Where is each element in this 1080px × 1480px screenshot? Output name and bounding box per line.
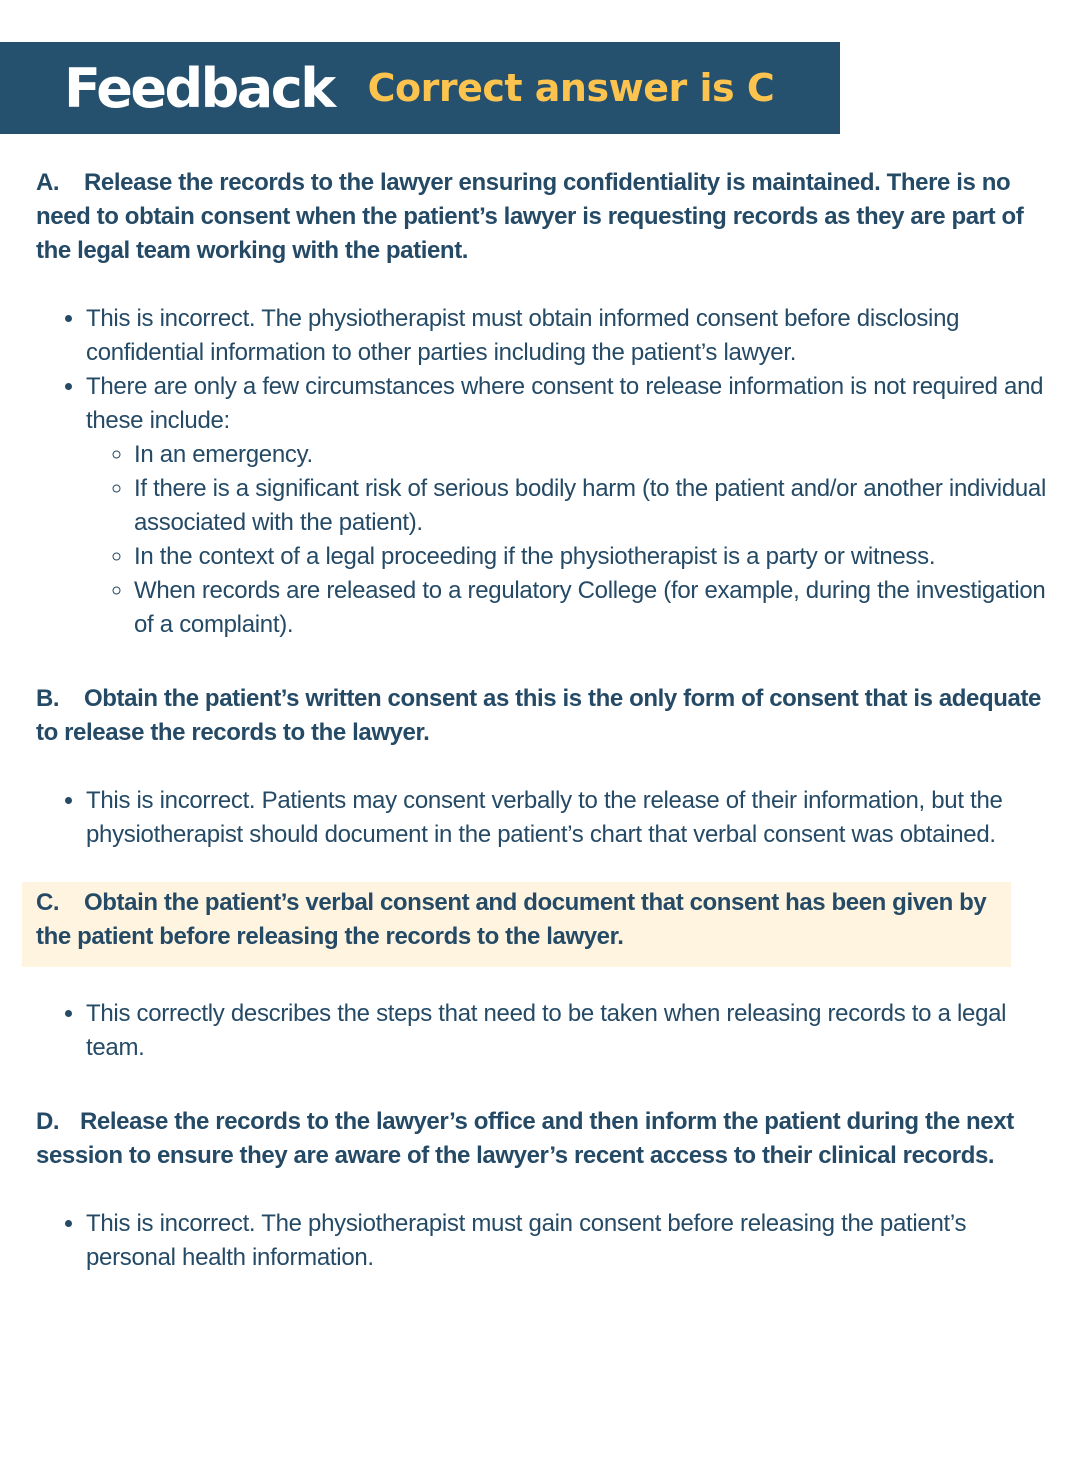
option-a-text: Release the records to the lawyer ensuring confidentiality is maintained. There is no need to obtain consent when the patient’s lawyer is requesting records as they are part of the legal team working with the patient.: [36, 169, 1024, 264]
option-d-text: Release the records to the lawyer’s office and then inform the patient during the next session to ensure they are aware of the lawyer’s recent access to their clinical records.: [36, 1108, 1014, 1169]
list-item: • This correctly describes the steps that need to be taken when releasing records to a legal team.: [86, 997, 1046, 1065]
list-item-text: There are only a few circumstances where consent to release information is not required and these include:: [86, 373, 1044, 434]
option-d-letter: D.: [36, 1108, 60, 1135]
option-a-subpoints: [86, 438, 1046, 642]
header-banner: [0, 42, 840, 134]
option-a-letter: A.: [36, 169, 60, 196]
option-d: [36, 1105, 1046, 1275]
sub-list-item: ◦ When records are released to a regulatory College (for example, during the investigation of a complaint).: [134, 574, 1046, 642]
page-title: Feedback: [64, 56, 334, 120]
option-a-question: [36, 166, 1046, 268]
list-item: [86, 370, 1046, 642]
option-a-points: [36, 302, 1046, 642]
option-d-points: [36, 1207, 1046, 1275]
sub-list-item: ◦ In the context of a legal proceeding if the physiotherapist is a party or witness.: [134, 540, 1046, 574]
option-b-text: Obtain the patient’s written consent as this is the only form of consent that is adequate to release the records to the lawyer.: [36, 685, 1041, 746]
feedback-content: [36, 166, 1046, 1315]
option-d-question: [36, 1105, 1046, 1173]
option-c-text: Obtain the patient’s verbal consent and document that consent has been given by the patient before releasing the records to the lawyer.: [36, 889, 987, 950]
option-b-question: [36, 682, 1046, 750]
list-item: • This is incorrect. Patients may consent verbally to the release of their information, but the physiotherapist should document in the patient’s chart that verbal consent was obtained.: [86, 784, 1046, 852]
sub-list-item: ◦ If there is a significant risk of serious bodily harm (to the patient and/or another individual associated with the patient).: [134, 472, 1046, 540]
option-b-letter: B.: [36, 685, 60, 712]
option-c-letter: C.: [36, 889, 60, 916]
option-a: [36, 166, 1046, 642]
option-c: [36, 882, 1046, 1065]
option-b-points: [36, 784, 1046, 852]
option-b: [36, 682, 1046, 852]
correct-answer-label: Correct answer is C: [367, 66, 775, 110]
sub-list-item: ◦ In an emergency.: [134, 438, 1046, 472]
option-c-points: [36, 997, 1046, 1065]
list-item: • This is incorrect. The physiotherapist must gain consent before releasing the patient’s personal health information.: [86, 1207, 1046, 1275]
option-c-question-highlighted: [22, 882, 1011, 967]
list-item: • This is incorrect. The physiotherapist must obtain informed consent before disclosing confidential information to other parties including the patient’s lawyer.: [86, 302, 1046, 370]
